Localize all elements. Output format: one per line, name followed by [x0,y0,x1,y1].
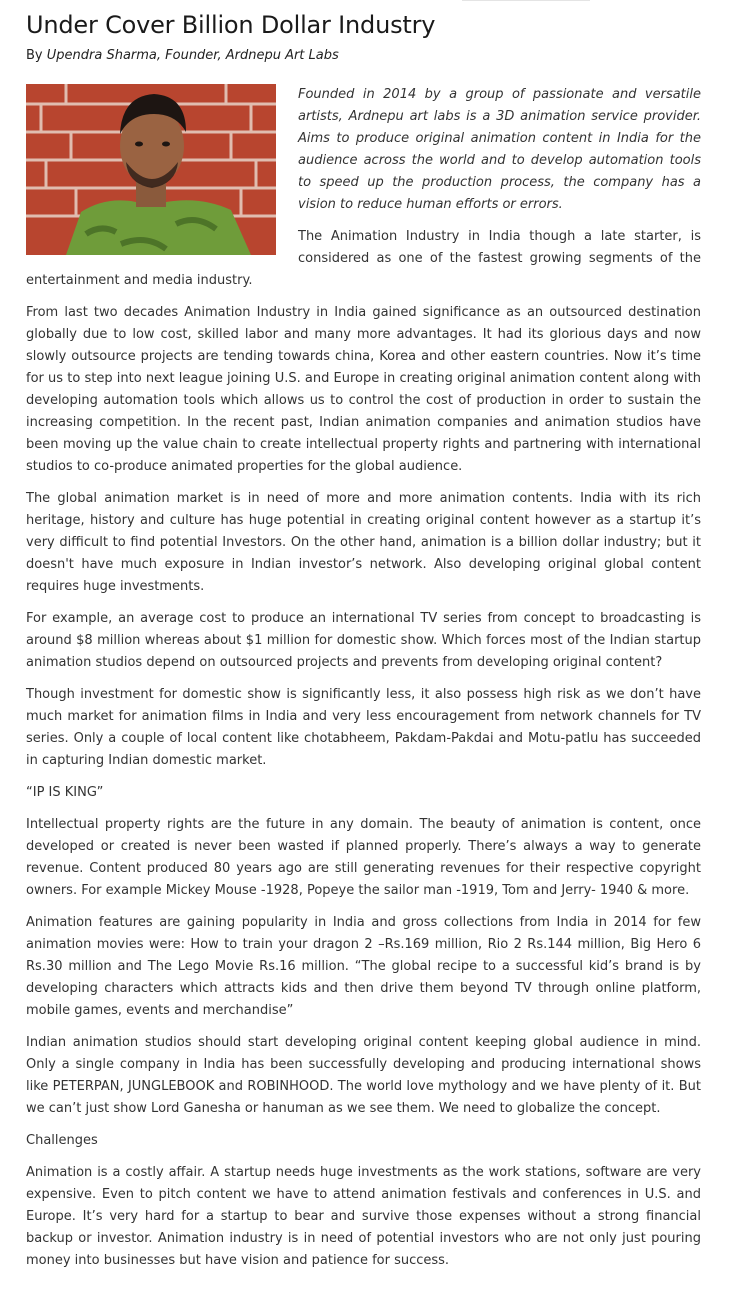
paragraph-intellectual-property: Intellectual property rights are the future in any domain. The beauty of animation is content, once developed or created is never been wasted if planned properly. There’s always a way to generate revenue. Content produced 80 years ago are still generating revenues for their respective copyright owners. For example Mickey Mouse -1928, Popeye the sailor man -1919, Tom and Jerry- 1940 & more. [26,817,701,898]
paragraph-global-content: Indian animation studios should start developing original content keeping global audience in mind. Only a single company in India has been successfully developing and producing international shows like PETERPAN, JUNGLEBOOK and ROBINHOOD. The world love mythology and we have plenty of it. But we can’t just show Lord Ganesha or hanuman as we see them. We need to globalize the concept. [26,1035,701,1116]
author-photo [26,84,276,255]
byline [26,46,701,66]
article [26,8,701,1272]
paragraph-industry-overview: The Animation Industry in India though a late starter, is considered as one of the fastest growing segments of the entertainment and media industry. [26,229,701,288]
article-title: Under Cover Billion Dollar Industry [26,11,436,39]
paragraph-outsourcing: From last two decades Animation Industry in India gained significance as an outsourced destination globally due to low cost, skilled labor and many more advantages. It had its glorious days and now slowly outsource projects are tending towards china, Korea and other eastern countries. Now it’s time for us to step into next league joining U.S. and Europe in creating original animation content along with developing automation tools which allows us to control the cost of production in order to sustain the increasing competition. In the recent past, Indian animation companies and animation studios have been moving up the value chain to create intellectual property rights and partnering with international studios to co-produce animated properties for the global audience. [26,305,701,474]
paragraph-domestic-risk: Though investment for domestic show is significantly less, it also possess high risk as we don’t have much market for animation films in India and very less encouragement from network channels for TV series. Only a couple of local content like chotabheem, Pakdam-Pakdai and Motu-patlu has succeeded in capturing Indian domestic market. [26,687,701,768]
paragraph-production-cost: For example, an average cost to produce an international TV series from concept to broadcasting is around $8 million whereas about $1 million for domestic show. Which forces most of the Indian startup animation studios depend on outsourced projects and prevents from developing original content? [26,611,701,670]
section-heading-challenges: Challenges [26,1133,98,1148]
byline-author: Upendra Sharma, Founder, Ardnepu Art Labs [46,48,339,63]
paragraph-box-office: Animation features are gaining popularity in India and gross collections from India in 2014 for few animation movies were: How to train your dragon 2 –Rs.169 million, Rio 2 Rs.144 million, Big Hero 6 Rs.30 million and The Lego Movie Rs.16 million. “The global recipe to a successful kid’s brand is by developing characters which attracts kids and then drive them beyond TV through online platform, mobile games, events and merchandise” [26,915,701,1018]
intro-paragraph: Founded in 2014 by a group of passionate and versatile artists, Ardnepu art labs is a 3D animation service provider. Aims to produce original animation content in India for the audience across the world and to develop automation tools to speed up the production process, the company has a vision to reduce human efforts or errors. [298,87,701,212]
top-divider [462,0,590,1]
section-heading-ip: “IP IS KING” [26,785,104,800]
paragraph-global-market: The global animation market is in need of more and more animation contents. India with its rich heritage, history and culture has huge potential in creating original content however as a startup it’s very difficult to find potential Investors. On the other hand, animation is a billion dollar industry; but it doesn't have much exposure in Indian investor’s network. Also developing original global content requires huge investments. [26,491,701,594]
byline-prefix: By [26,48,47,63]
paragraph-challenges: Animation is a costly affair. A startup needs huge investments as the work stations, software are very expensive. Even to pitch content we have to attend animation festivals and conferences in U.S. and Europe. It’s very hard for a startup to bear and survive those expenses without a strong financial backup or investor. Animation industry is in need of potential investors who are not only just pouring money into businesses but have vision and patience for success. [26,1165,701,1268]
